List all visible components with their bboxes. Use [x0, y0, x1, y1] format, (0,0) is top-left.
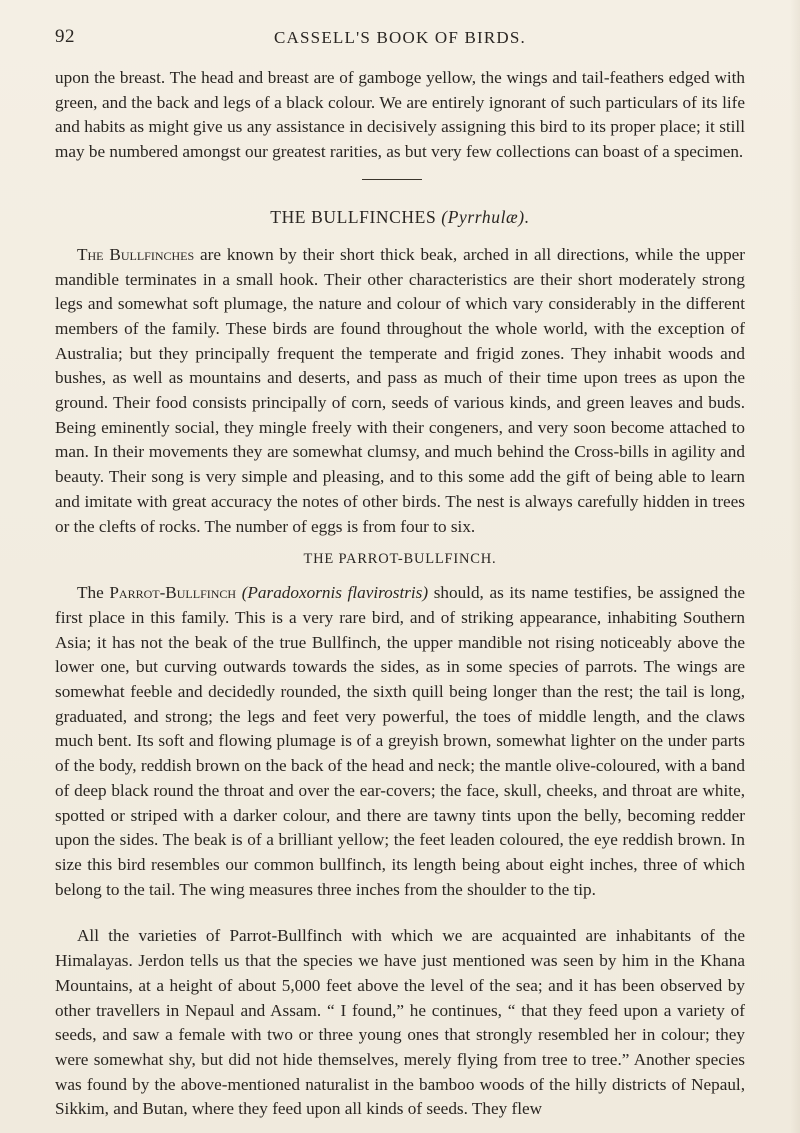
bullfinches-body: are known by their short thick beak, arched in all directions, while the upper mandible terminates in a small hook. Their other characteristics are their short moderately strong legs and somewhat soft plumage, the nature and colour of which vary considerably in the different members of the family. These birds are found throughout the whole world, with the exception of Australia; but they principally frequent the temperate and frigid zones. They inhabit woods and bushes, as well as mountains and deserts, and pass as much of their time upon trees as upon the ground. Their food consists principally of corn, seeds of various kinds, and green leaves and buds. Being eminently social, they mingle freely with their congeners, and very soon become attached to man. In their movements they are somewhat clumsy, and much behind the Cross-bills in agility and beauty. Their song is very simple and pleasing, and to this some add the gift of being able to learn and imitate with great accuracy the notes of other birds. The nest is always carefully hidden in trees or the clefts of rocks. The number of eggs is from four to six.: [55, 244, 746, 536]
paragraph-gap: [55, 902, 745, 924]
parrot-bullfinch-latin: (Paradoxornis flavirostris): [241, 583, 429, 603]
page-edge-shadow: [790, 0, 800, 1133]
intro-paragraph: upon the breast. The head and breast are of gamboge yellow, the wings and tail-feathers edged with green, and the back and legs of a black colour. We are entirely ignorant of such particulars of its life and habits as might give us any assistance in decisively assigning this bird to its proper place; it still may be numbered amongst our greatest rarities, as but very few collections can boast of a specimen.: [55, 68, 745, 162]
page-header: [55, 26, 745, 54]
section-divider: [55, 165, 745, 195]
running-head: CASSELL'S BOOK OF BIRDS.: [274, 28, 526, 47]
parrot-bullfinch-intro-word: The: [77, 583, 104, 603]
section-title: THE BULLFINCHES: [270, 206, 437, 227]
page-number: 92: [55, 26, 75, 47]
divider-rule: [362, 179, 422, 180]
bullfinches-lead: The Bullfinches: [77, 244, 195, 264]
parrot-bullfinch-lead: Parrot-Bullfinch: [109, 583, 237, 603]
section-latin-name: (Pyrrhulæ).: [441, 206, 530, 227]
parrot-bullfinch-body: should, as its name testifies, be assigned the first place in this family. This is a very rare bird, and of striking appearance, inhabiting Southern Asia; it has not the beak of the true Bullfinch, the upper mandible not rising noticeably above the lower one, but curving outwards towards the sides, as in some species of parrots. The wings are somewhat feeble and decidedly rounded, the sixth quill being longer than the rest; the tail is long, graduated, and strong; the legs and feet very powerful, the toes of middle length, and the claws much bent. Its soft and flowing plumage is of a greyish brown, somewhat lighter on the under parts of the body, reddish brown on the back of the head and neck; the mantle olive-coloured, with a band of deep black round the throat and over the ear-covers; the face, skull, cheeks, and throat are white, spotted or striped with a darker colour, and there are tawny tints upon the belly, becoming redder upon the sides. The beak is of a brilliant yellow; the feet leaden coloured, the eye reddish brown. In size this bird resembles our common bullfinch, its length being about eight inches, three of which belong to the tail. The wing measures three inches from the shoulder to the tip.: [55, 583, 745, 899]
text-body: [55, 66, 745, 1122]
parrot-bullfinch-paragraph: [55, 581, 745, 902]
himalayas-paragraph: All the varieties of Parrot-Bullfinch with which we are acquainted are inhabitants of the Himalayas. Jerdon tells us that the species we have just mentioned was seen by him in the Khana Mountains, at a height of about 5,000 feet above the level of the sea; and it has been observed by other travellers in Nepaul and Assam. “ I found,” he continues, “ that they feed upon a variety of seeds, and saw a female with two or three young ones that strongly resembled her in colour; they were somewhat shy, but did not hide themselves, merely flying from tree to tree.” Another species was found by the above-mentioned naturalist in the bamboo woods of the hilly districts of Nepaul, Sikkim, and Butan, where they feed upon all kinds of seeds. They flew: [55, 926, 745, 1119]
section-heading: [55, 207, 745, 231]
bullfinches-paragraph: [55, 243, 745, 539]
subsection-heading: THE PARROT-BULLFINCH.: [303, 551, 497, 568]
